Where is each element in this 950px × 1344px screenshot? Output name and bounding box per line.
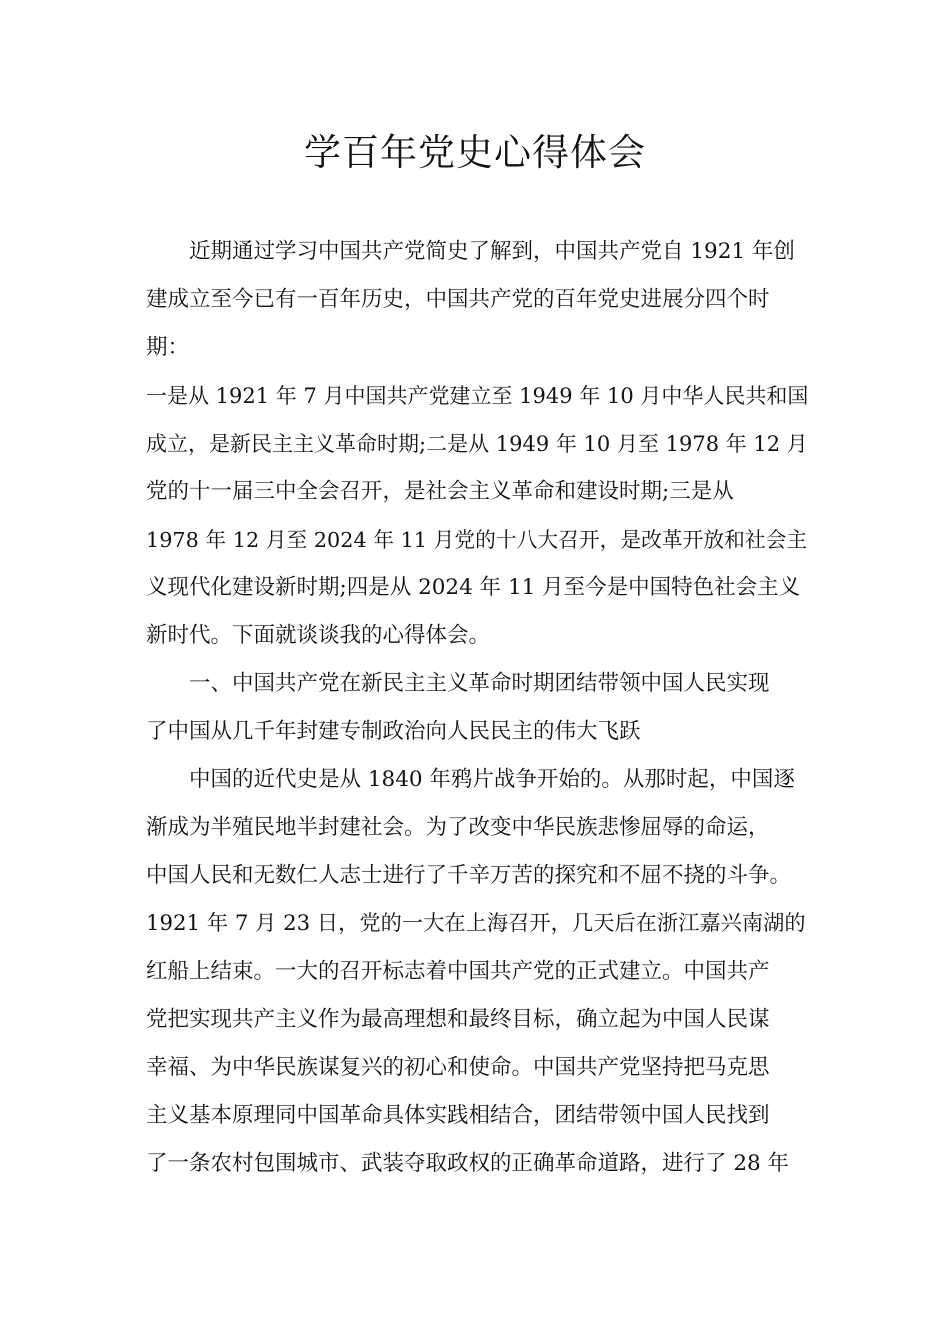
text-line: 近期通过学习中国共产党简史了解到，中国共产党自 1921 年创 [146,239,795,264]
text-line: 义现代化建设新时期;四是从 2024 年 11 月至今是中国特色社会主义 [146,575,801,600]
text-line: 党把实现共产主义作为最高理想和最终目标，确立起为中国人民谋 [146,1007,770,1032]
text-line: 渐成为半殖民地半封建社会。为了改变中华民族悲惨屈辱的命运， [146,815,770,840]
text-line: 一、中国共产党在新民主主义革命时期团结带领中国人民实现 [146,671,770,696]
text-line: 成立，是新民主主义革命时期;二是从 1949 年 10 月至 1978 年 12 月 [146,432,808,456]
document-body [146,228,810,1188]
text-line: 了一条农村包围城市、武装夺取政权的正确革命道路，进行了 28 年 [146,1151,790,1176]
text-line: 党的十一届三中全会召开，是社会主义革命和建设时期;三是从 [146,479,734,504]
text-line: 红船上结束。一大的召开标志着中国共产党的正式建立。中国共产 [146,959,770,984]
text-line: 主义基本原理同中国革命具体实践相结合，团结带领中国人民找到 [146,1103,770,1128]
text-line: 1921 年 7 月 23 日，党的一大在上海召开，几天后在浙江嘉兴南湖的 [146,911,806,936]
text-line: 期： [146,335,190,360]
text-line: 中国人民和无数仁人志士进行了千辛万苦的探究和不屈不挠的斗争。 [146,863,792,888]
text-line: 1978 年 12 月至 2024 年 11 月党的十八大召开，是改革开放和社会主 [146,528,808,552]
text-line: 一是从 1921 年 7 月中国共产党建立至 1949 年 10 月中华人民共和国 [146,384,809,408]
text-line: 幸福、为中华民族谋复兴的初心和使命。中国共产党坚持把马克思 [146,1055,770,1080]
text-line: 了中国从几千年封建专制政治向人民民主的伟大飞跃 [146,719,641,744]
text-line: 中国的近代史是从 1840 年鸦片战争开始的。从那时起，中国逐 [146,767,795,792]
text-line: 建成立至今已有一百年历史，中国共产党的百年党史进展分四个时 [146,287,770,312]
document-title: 学百年党史心得体会 [304,131,646,174]
text-line: 新时代。下面就谈谈我的心得体会。 [146,623,491,648]
